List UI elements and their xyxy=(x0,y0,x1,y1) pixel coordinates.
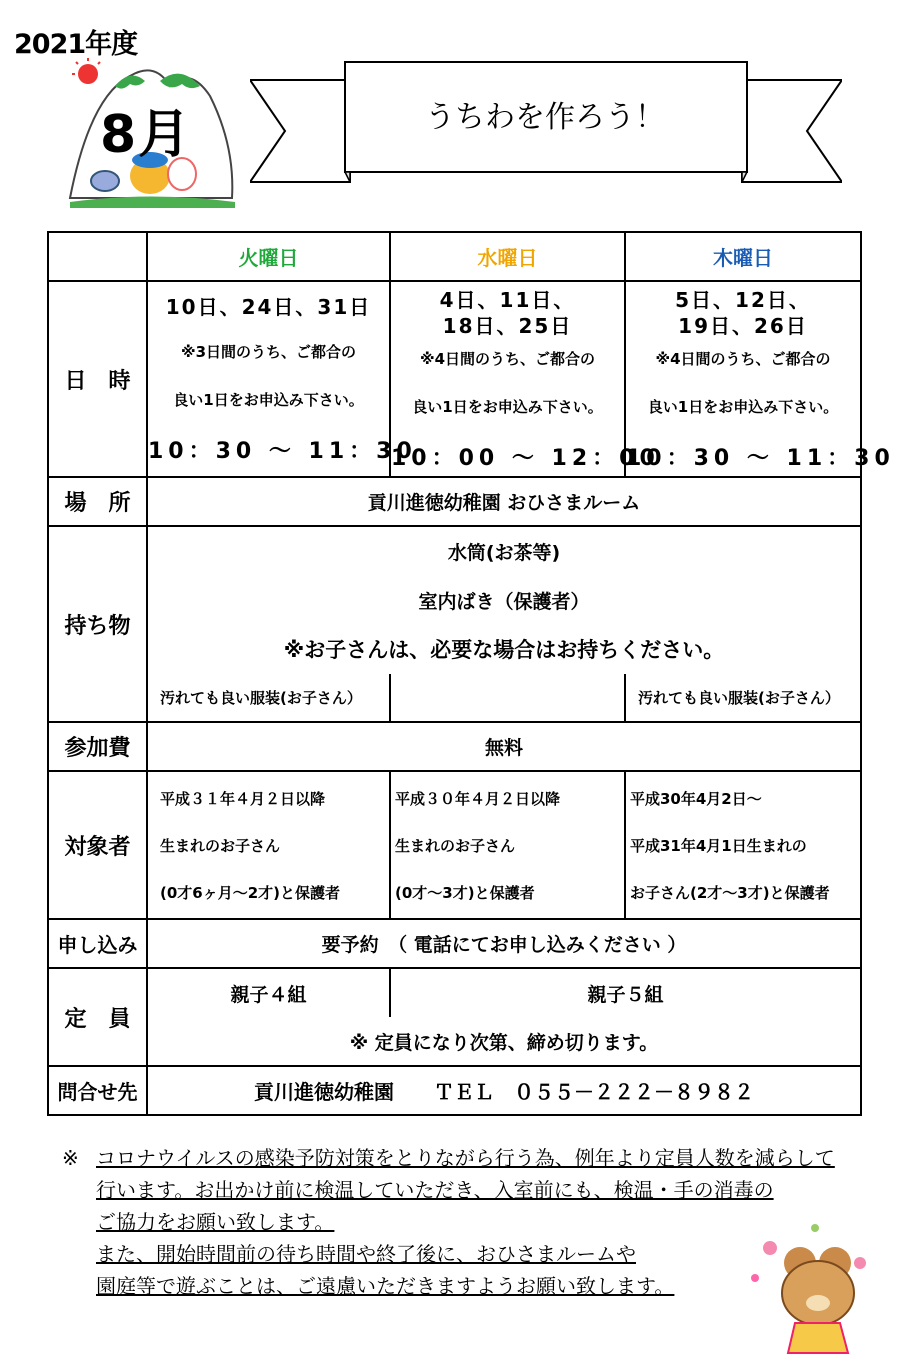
notice-line: 園庭等で遊ぶことは、ご遠慮いただきますようお願い致します。 xyxy=(96,1274,675,1298)
header-empty-cell xyxy=(48,232,147,281)
notice-line: ご協力をお願い致します。 xyxy=(96,1210,335,1234)
items-common xyxy=(147,526,861,674)
target-thursday-line1: 平成30年4月2日～ xyxy=(630,789,762,808)
tuesday-note1: ※3日間のうち、ご都合の xyxy=(180,342,357,361)
thursday-dates1: 5日、12日、 xyxy=(675,287,811,312)
row-label-fee: 参加費 xyxy=(48,722,147,771)
tuesday-header: 火曜日 xyxy=(147,232,390,281)
bear-illustration xyxy=(740,1218,890,1358)
target-thursday xyxy=(625,771,861,919)
year-label: 2021年度 xyxy=(14,29,138,60)
thursday-time: 10：30 ～ 11：30 xyxy=(626,445,895,471)
target-thursday-line3: お子さん(2才～3才)と保護者 xyxy=(630,883,830,902)
target-tuesday-line1: 平成３１年４月２日以降 xyxy=(160,789,326,808)
row-label-contact: 問合せ先 xyxy=(48,1066,147,1115)
target-tuesday-line3: (0才6ヶ月～2才)と保護者 xyxy=(160,883,341,902)
target-wednesday-line3: (0才～3才)と保護者 xyxy=(395,883,535,902)
wednesday-dates2: 18日、25日 xyxy=(442,313,573,338)
items-wednesday-extra xyxy=(390,674,625,722)
row-label-datetime: 日 時 xyxy=(48,281,147,477)
tuesday-time: 10：30 ～ 11：30 xyxy=(148,438,417,464)
notice-line: また、開始時間前の待ち時間や終了後に、おひさまルームや xyxy=(96,1242,636,1266)
tuesday-datetime xyxy=(147,281,417,477)
thursday-dates2: 19日、26日 xyxy=(678,313,808,338)
items-line3: ※お子さんは、必要な場合はお持ちください。 xyxy=(283,637,725,662)
schedule-table xyxy=(47,231,895,1116)
items-thursday-extra: 汚れても良い服装(お子さん） xyxy=(625,674,861,722)
wednesday-time: 10：00 ～ 12：00 xyxy=(391,445,660,471)
notice-mark: ※ xyxy=(62,1146,79,1170)
wednesday-header: 水曜日 xyxy=(390,232,625,281)
page-title: うちわを作ろう！ xyxy=(425,100,665,135)
thursday-header: 木曜日 xyxy=(625,232,861,281)
row-label-place: 場 所 xyxy=(48,477,147,526)
items-line2: 室内ばき（保護者） xyxy=(418,590,590,613)
row-label-items: 持ち物 xyxy=(48,526,147,722)
wednesday-note2: 良い1日をお申込み下さい。 xyxy=(412,397,603,416)
items-line1: 水筒(お茶等) xyxy=(447,541,561,564)
capacity-note: ※ 定員になり次第、締め切ります。 xyxy=(147,1017,861,1066)
notice-line: 行います。お出かけ前に検温していただき、入室前にも、検温・手の消毒の xyxy=(96,1178,774,1202)
capacity-tuesday: 親子４組 xyxy=(147,968,390,1017)
apply-value: 要予約 （ 電話にてお申し込みください ） xyxy=(147,919,861,968)
target-tuesday-line2: 生まれのお子さん xyxy=(160,836,281,855)
sun-icon xyxy=(78,64,98,84)
tuesday-dates: 10日、24日、31日 xyxy=(165,294,372,319)
place-value: 貢川進徳幼稚園 おひさまルーム xyxy=(147,477,861,526)
target-tuesday xyxy=(147,771,390,919)
tuesday-note2: 良い1日をお申込み下さい。 xyxy=(173,390,364,409)
target-wednesday-line1: 平成３０年４月２日以降 xyxy=(395,789,561,808)
target-thursday-line2: 平成31年4月1日生まれの xyxy=(630,836,807,855)
contact-value: 貢川進徳幼稚園 ＴＥＬ ０５５－２２２－８９８２ xyxy=(147,1066,861,1115)
row-label-target: 対象者 xyxy=(48,771,147,919)
row-label-apply: 申し込み xyxy=(48,919,147,968)
mouse-character xyxy=(91,171,119,191)
wednesday-note1: ※4日間のうち、ご都合の xyxy=(419,349,596,368)
month-label: 8月 xyxy=(100,105,193,165)
wednesday-datetime xyxy=(390,281,660,477)
thursday-datetime xyxy=(625,281,895,477)
wednesday-dates1: 4日、11日、 xyxy=(439,287,576,312)
row-label-capacity: 定 員 xyxy=(48,968,147,1066)
fee-value: 無料 xyxy=(147,722,861,771)
notice-line: コロナウイルスの感染予防対策をとりながら行う為、例年より定員人数を減らして xyxy=(96,1146,835,1170)
thursday-note1: ※4日間のうち、ご都合の xyxy=(655,349,831,368)
items-tuesday-extra: 汚れても良い服装(お子さん） xyxy=(147,674,390,722)
thursday-note2: 良い1日をお申込み下さい。 xyxy=(647,397,839,416)
capacity-wed-thu: 親子５組 xyxy=(390,968,861,1017)
target-wednesday xyxy=(390,771,625,919)
target-wednesday-line2: 生まれのお子さん xyxy=(395,836,516,855)
